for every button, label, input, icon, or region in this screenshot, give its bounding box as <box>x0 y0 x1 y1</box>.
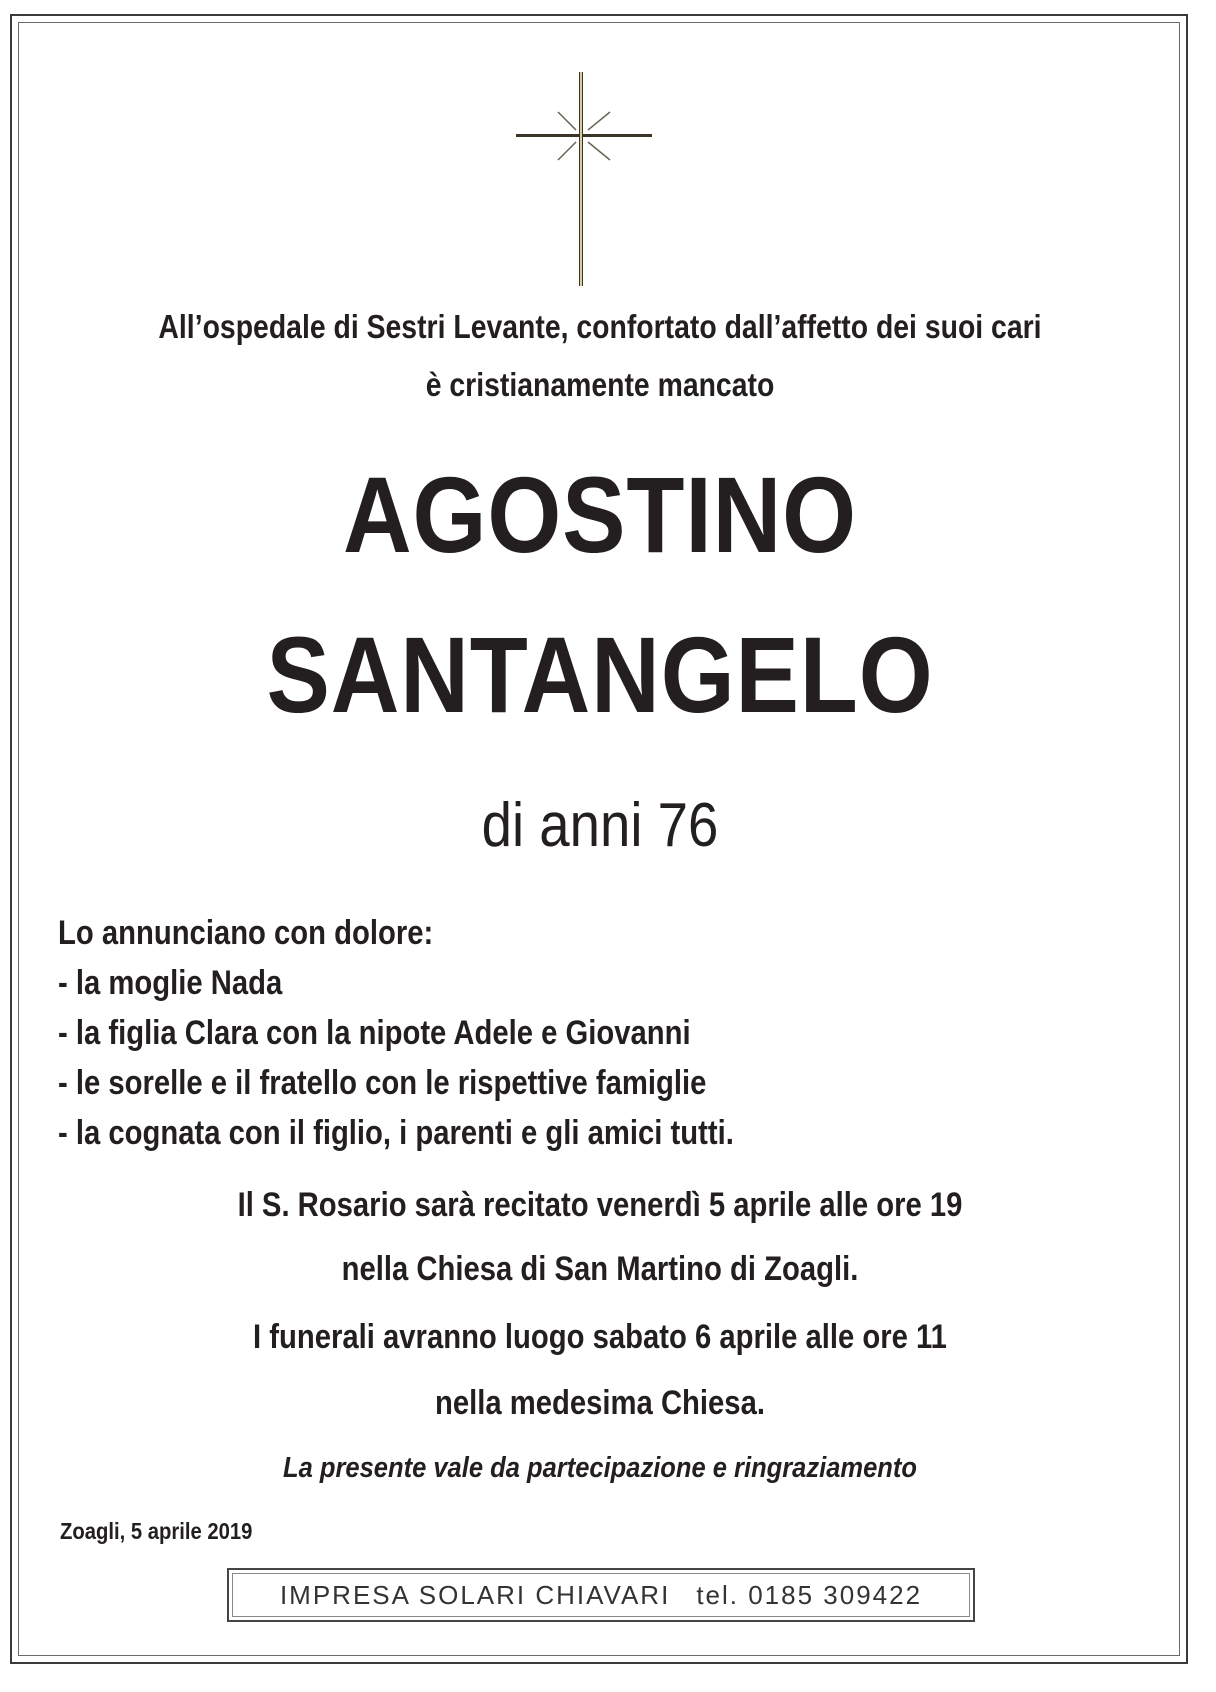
deceased-last-name: SANTANGELO <box>266 614 934 735</box>
mourner-item: - la moglie Nada <box>58 964 283 1002</box>
announcement-heading: Lo annunciano con dolore: <box>58 914 434 952</box>
intro-line-2: è cristianamente mancato <box>425 366 775 403</box>
deceased-age: di anni 76 <box>481 791 719 860</box>
closing-note: La presente vale da partecipazione e ringraziamento <box>283 1452 917 1484</box>
deceased-first-name: AGOSTINO <box>343 454 857 575</box>
agency-phone: tel. 0185 309422 <box>696 1579 923 1610</box>
mourner-item: - le sorelle e il fratello con le rispettive famiglie <box>58 1064 707 1102</box>
place-and-date: Zoagli, 5 aprile 2019 <box>60 1518 253 1544</box>
mourner-item: - la cognata con il figlio, i parenti e gli amici tutti. <box>58 1114 734 1152</box>
rosary-line-1: Il S. Rosario sarà recitato venerdì 5 aprile alle ore 19 <box>237 1186 963 1224</box>
announcement-list <box>58 908 734 1158</box>
funeral-agency-box <box>227 1568 975 1622</box>
agency-name: IMPRESA SOLARI CHIAVARI <box>279 1579 671 1610</box>
mourner-item: - la figlia Clara con la nipote Adele e Giovanni <box>58 1014 691 1052</box>
funeral-line-1: I funerali avranno luogo sabato 6 aprile alle ore 11 <box>253 1318 947 1356</box>
funeral-line-2: nella medesima Chiesa. <box>435 1384 765 1422</box>
rosary-line-2: nella Chiesa di San Martino di Zoagli. <box>341 1250 859 1288</box>
radiant-cross-icon <box>516 72 652 286</box>
intro-line-1: All’ospedale di Sestri Levante, confortato dall’affetto dei suoi cari <box>158 308 1042 345</box>
